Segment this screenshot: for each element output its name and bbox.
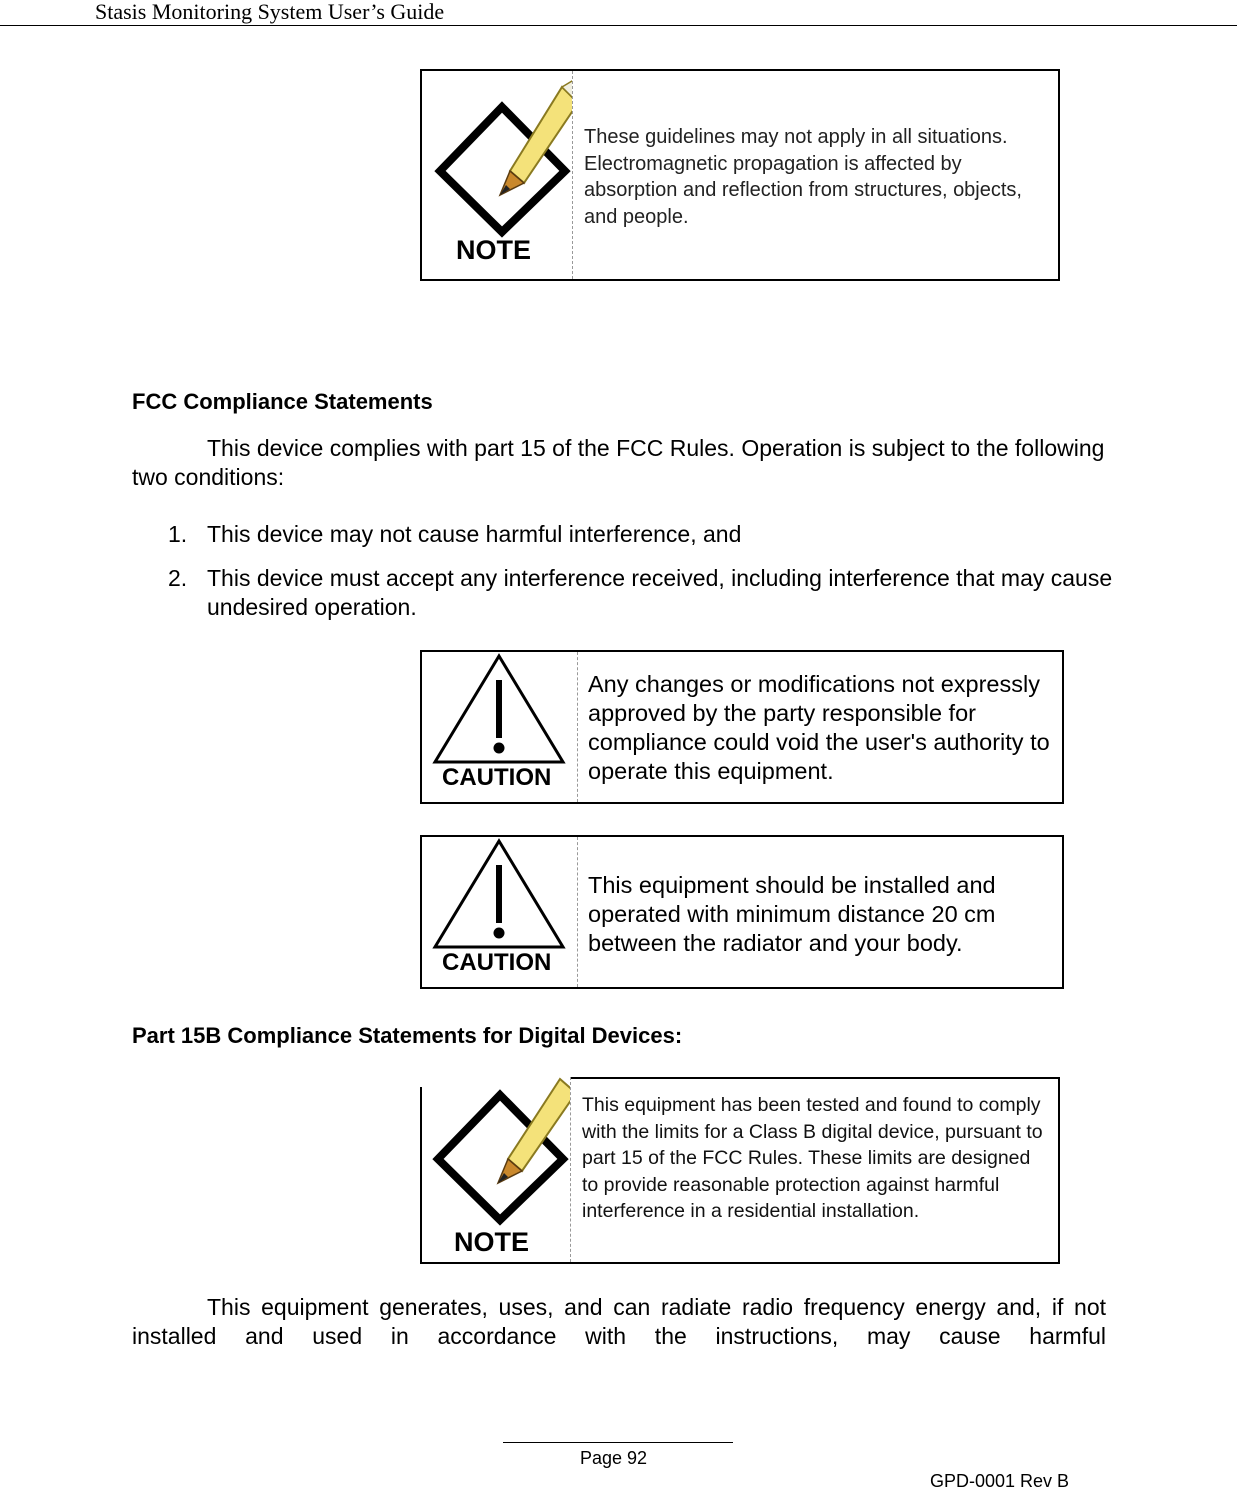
condition-text: This device must accept any interference received, including interference that may cause undesired operation.: [207, 565, 1113, 620]
note-text: This equipment has been tested and found to comply with the limits for a Class B digital device, pursuant to part 15 of the FCC Rules. These limits are designed to provide reasonable protection against harmful interference in a residential installation.: [582, 1094, 1043, 1222]
page-number: Page 92: [580, 1448, 648, 1468]
note-pencil-icon: [420, 1077, 570, 1237]
note-label: NOTE: [456, 235, 532, 265]
note-icon-cell: [420, 1077, 571, 1262]
caution-warning-icon: [422, 837, 577, 957]
note-icon-cell: [422, 71, 573, 279]
document-id: GPD-0001 Rev B: [930, 1471, 1070, 1491]
note-pencil-icon: [422, 79, 572, 249]
caution-box-modifications: [420, 650, 1064, 804]
condition-number: 1.: [168, 521, 188, 547]
fcc-heading: FCC Compliance Statements: [132, 389, 433, 414]
note-label: NOTE: [454, 1227, 530, 1257]
header-divider: [0, 25, 1237, 26]
condition-number: 2.: [168, 565, 188, 591]
part15b-heading: Part 15B Compliance Statements for Digital Devices:: [132, 1023, 683, 1048]
fcc-intro-paragraph: This device complies with part 15 of the FCC Rules. Operation is subject to the following two conditions:: [132, 435, 1105, 490]
note-box-propagation: [420, 69, 1060, 281]
note-box-class-b: [420, 1077, 1060, 1264]
caution-label: CAUTION: [442, 949, 552, 976]
caution-label: CAUTION: [442, 764, 552, 791]
document-header-title: Stasis Monitoring System User’s Guide: [95, 0, 445, 24]
caution-box-distance: [420, 835, 1064, 989]
caution-warning-icon: [422, 652, 577, 772]
caution-icon-cell: [422, 837, 578, 987]
note-text: These guidelines may not apply in all situations. Electromagnetic propagation is affected by absorption and reflection from structures, objects, and people.: [584, 126, 1022, 228]
closing-paragraph: This equipment generates, uses, and can radiate radio frequency energy and, if not installed and used in accordance with the instructions, may cause harmful: [132, 1294, 1106, 1349]
condition-text: This device may not cause harmful interference, and: [207, 521, 742, 547]
caution-icon-cell: [422, 652, 578, 802]
footer-divider: [503, 1442, 733, 1443]
caution-text: This equipment should be installed and operated with minimum distance 20 cm between the radiator and your body.: [588, 872, 996, 956]
note-top-border: [570, 1077, 1058, 1079]
caution-text: Any changes or modifications not expressly approved by the party responsible for compliance could void the user's authority to operate this equipment.: [588, 671, 1050, 784]
